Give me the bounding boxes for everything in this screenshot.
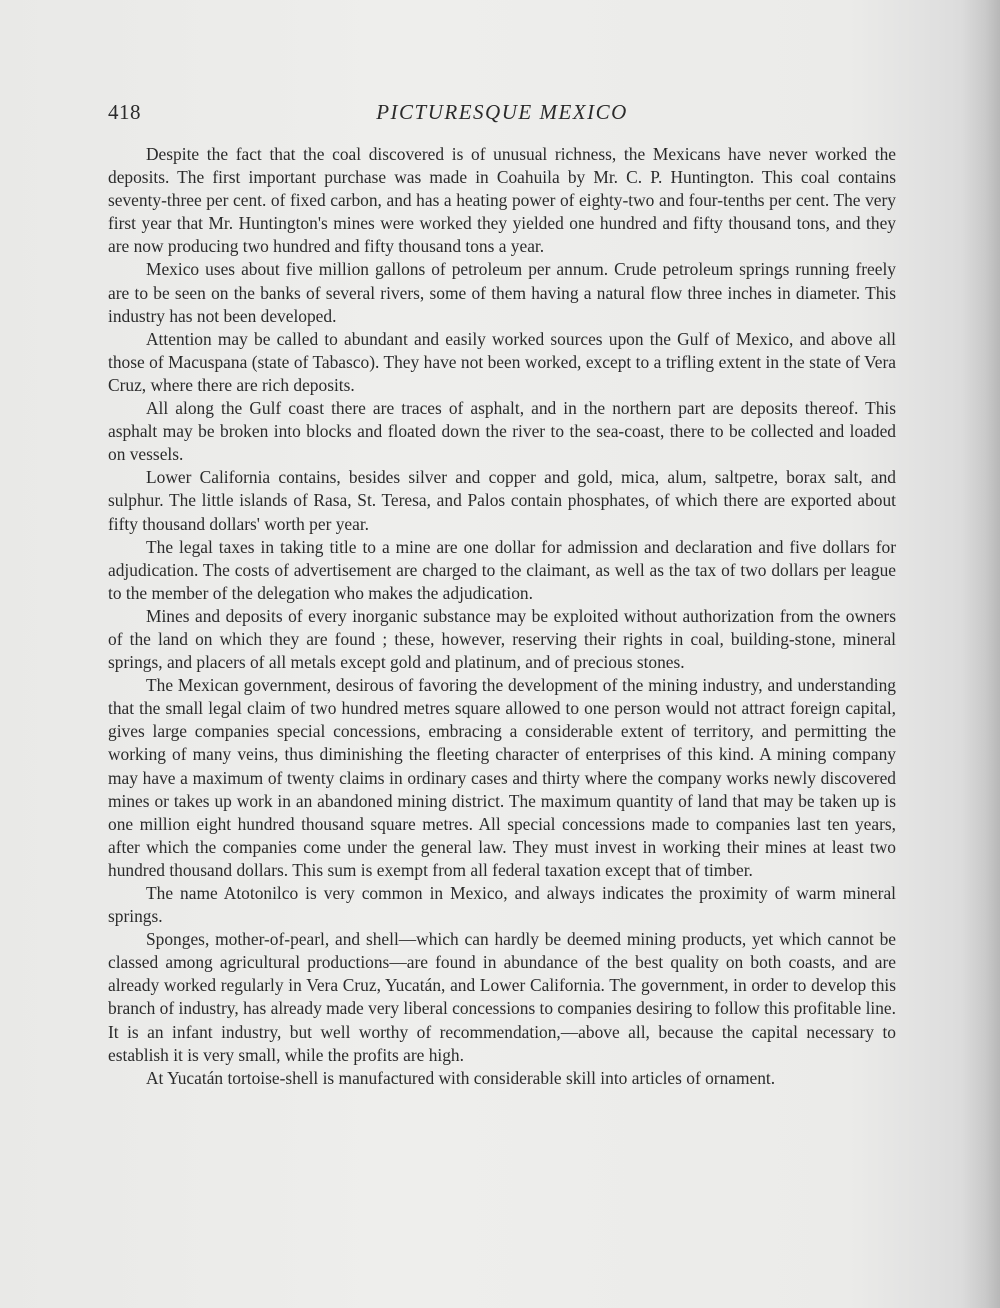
page-edge-shadow [962, 0, 1000, 1308]
body-text [108, 143, 896, 1090]
paragraph-gulf-sources: Attention may be called to abundant and easily worked sources upon the Gulf of Mexico, and above all those of Macuspana (state of Tabasco). They have not been worked, except to a trifling extent in the state of Vera Cruz, where there are rich deposits. [108, 328, 896, 395]
paragraph-sponges-shell: Sponges, mother-of-pearl, and shell—which can hardly be deemed mining products, yet which cannot be classed among agricultural productions—are found in abundance of the best quality on both coasts, and are already worked regularly in Vera Cruz, Yucatán, and Lower California. The government, in order to develop this branch of industry, has already made very liberal concessions to companies desiring to follow this profitable line. It is an infant industry, but well worthy of recommendation,—above all, because the capital necessary to establish it is very small, while the profits are high. [108, 929, 896, 1065]
paragraph-mines-deposits: Mines and deposits of every inorganic substance may be exploited without authorization from the owners of the land on which they are found ; these, however, reserving their rights in coal, building-stone, mineral springs, and placers of all metals except gold and platinum, and of precious stones. [108, 605, 896, 673]
paragraph-government-concessions: The Mexican government, desirous of favoring the development of the mining industry, and understanding that the small legal claim of two hundred metres square allowed to one person would not attract foreign capital, gives large companies special concessions, embracing a considerable extent of territory, and permitting the working of many veins, thus diminishing the fleeting character of enterprises of this kind. A mining company may have a maximum of twenty claims in ordinary cases and thirty where the company works newly discovered mines or takes up work in an abandoned mining district. The maximum quantity of land that may be taken up is one million eight hundred thousand square metres. All special concessions made to companies last ten years, after which the companies come under the general law. They must invest in working their mines at least two hundred thousand dollars. This sum is exempt from all federal taxation except that of timber. [108, 675, 896, 880]
page-number: 418 [108, 100, 141, 124]
paragraph-legal-taxes: The legal taxes in taking title to a mine are one dollar for admission and declaration and five dollars for adjudication. The costs of advertisement are charged to the claimant, as well as the tax of two dollars per league to the member of the delegation who makes the adjudication. [108, 536, 896, 603]
paragraph-atotonilco: The name Atotonilco is very common in Mexico, and always indicates the proximity of warm mineral springs. [108, 883, 896, 927]
paragraph-petroleum: Mexico uses about five million gallons of petroleum per annum. Crude petroleum springs running freely are to be seen on the banks of several rivers, some of them having a natural flow three inches in diameter. This industry has not been developed. [108, 259, 896, 326]
page-header [108, 100, 896, 132]
paragraph-lower-california: Lower California contains, besides silver and copper and gold, mica, alum, saltpetre, borax salt, and sulphur. The little islands of Rasa, St. Teresa, and Palos contain phosphates, of which there are exported about fifty thousand dollars' worth per year. [108, 467, 896, 534]
paragraph-coal: Despite the fact that the coal discovered is of unusual richness, the Mexicans have never worked the deposits. The first important purchase was made in Coahuila by Mr. C. P. Huntington. This coal contains seventy-three per cent. of fixed carbon, and has a heating power of eighty-two and four-tenths per cent. The very first year that Mr. Huntington's mines were worked they yielded one hundred and fifty thousand tons, and they are now producing two hundred and fifty thousand tons a year. [108, 144, 896, 257]
paragraph-yucatan-tortoise-shell: At Yucatán tortoise-shell is manufactured with considerable skill into articles of ornament. [146, 1067, 776, 1088]
running-head: PICTURESQUE MEXICO [376, 100, 628, 124]
paragraph-asphalt: All along the Gulf coast there are traces of asphalt, and in the northern part are deposits thereof. This asphalt may be broken into blocks and floated down the river to the sea-coast, there to be collected and loaded on vessels. [108, 398, 896, 465]
